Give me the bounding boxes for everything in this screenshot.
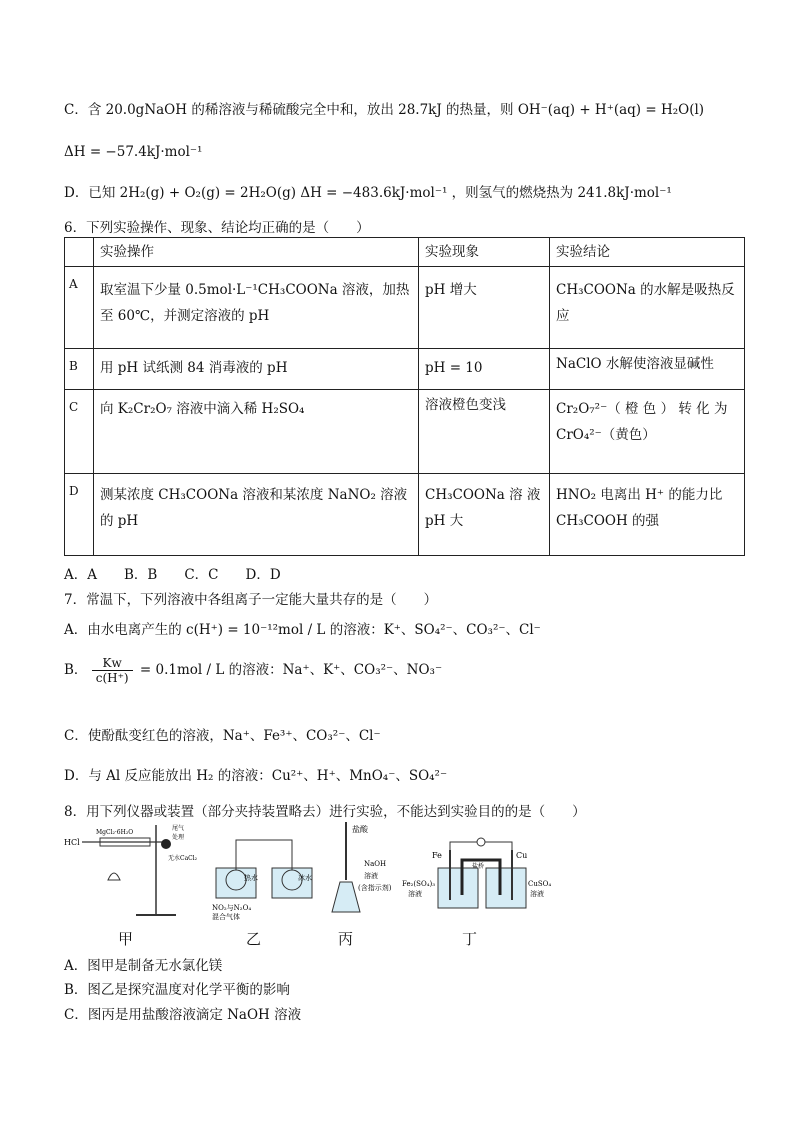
row-conclusion: NaClO 水解使溶液显碱性	[550, 349, 745, 390]
fig-text: NaOH	[364, 860, 387, 868]
q7-stem: 7．常温下，下列溶液中各组离子一定能大量共存的是（ ）	[64, 592, 438, 608]
fig-text: 冰水	[298, 874, 312, 882]
row-phenomenon: CH₃COONa 溶 液 pH 大	[419, 474, 550, 556]
fig-text: NO₂与N₂O₄	[212, 904, 252, 912]
figure-yi-apparatus	[210, 820, 320, 920]
q5-option-c	[64, 98, 704, 118]
row-label: A	[65, 267, 94, 349]
fig-text: CuSO₄	[528, 880, 552, 888]
fig-text: Cu	[516, 851, 528, 860]
fig-text: 混合气体	[212, 913, 240, 920]
row-operation: 向 K₂Cr₂O₇ 溶液中滴入稀 H₂SO₄	[94, 390, 419, 474]
fig-text: MgCl₂·6H₂O	[96, 829, 134, 836]
figure-label-jia: 甲	[118, 930, 134, 948]
q5-option-d-equation: 2H₂(g) + O₂(g) = 2H₂O(g) ΔH = −483.6kJ·mol⁻¹	[119, 185, 448, 201]
q8-stem: 8．用下列仪器或装置（部分夹持装置略去）进行实验，不能达到实验目的的是（ ）	[64, 804, 586, 820]
fig-text: (含指示剂)	[358, 884, 392, 892]
q7-option-c: C．使酚酞变红色的溶液，Na⁺、Fe³⁺、CO₃²⁻、Cl⁻	[64, 728, 381, 744]
row-conclusion: CH₃COONa 的水解是吸热反应	[550, 267, 745, 349]
fig-text: 处理	[172, 834, 185, 841]
table-row	[65, 267, 745, 349]
row-label: C	[65, 390, 94, 474]
table-row	[65, 349, 745, 390]
figure-label-ding: 丁	[462, 930, 478, 948]
fig-text: 热水	[244, 874, 258, 882]
q8-option-b: B．图乙是探究温度对化学平衡的影响	[64, 982, 290, 998]
fraction-numerator: Kw	[92, 656, 133, 671]
row-label: D	[65, 474, 94, 556]
fig-text: 盐桥	[472, 863, 485, 870]
row-phenomenon: pH = 10	[419, 349, 550, 390]
row-operation: 测某浓度 CH₃COONa 溶液和某浓度 NaNO₂ 溶液的 pH	[94, 474, 419, 556]
table-row	[65, 390, 745, 474]
fig-text: Fe	[432, 851, 442, 860]
q8-option-a: A．图甲是制备无水氯化镁	[64, 958, 223, 974]
q7-option-b-rest: = 0.1mol / L 的溶液：Na⁺、K⁺、CO₃²⁻、NO₃⁻	[139, 662, 443, 678]
q6-table	[64, 237, 745, 556]
fig-text: 无水CaCl₂	[168, 855, 198, 862]
q5-option-c-text: C．含 20.0gNaOH 的稀溶液与稀硫酸完全中和，放出 28.7kJ 的热量，则	[64, 102, 514, 118]
fig-text: HCl	[64, 838, 80, 847]
q5-option-d	[64, 181, 672, 201]
row-phenomenon: pH 增大	[419, 267, 550, 349]
figure-label-bing: 丙	[338, 930, 354, 948]
q7-option-d: D．与 Al 反应能放出 H₂ 的溶液：Cu²⁺、H⁺、MnO₄⁻、SO₄²⁻	[64, 768, 448, 784]
q7-option-b-prefix: B．	[64, 662, 88, 678]
row-conclusion: Cr₂O₇²⁻（ 橙 色 ） 转 化 为 CrO₄²⁻（黄色）	[550, 390, 745, 474]
q6-answers: A．A B．B C．C D．D	[64, 567, 281, 583]
fig-text: Fe₂(SO₄)₃	[402, 880, 436, 888]
q7-option-b	[64, 656, 442, 685]
fig-text: 盐酸	[352, 825, 368, 834]
row-conclusion: HNO₂ 电离出 H⁺ 的能力比 CH₃COOH 的强	[550, 474, 745, 556]
kw-fraction	[92, 656, 133, 685]
header-operation: 实验操作	[94, 238, 419, 267]
q6-stem: 6．下列实验操作、现象、结论均正确的是（ ）	[64, 220, 370, 236]
header-phenomenon: 实验现象	[419, 238, 550, 267]
q5-option-d-prefix: D．已知	[64, 185, 116, 201]
header-conclusion: 实验结论	[550, 238, 745, 267]
fraction-denominator: c(H⁺)	[95, 671, 129, 685]
q8-option-c: C．图丙是用盐酸溶液滴定 NaOH 溶液	[64, 1007, 302, 1023]
q5-option-c-dh: ΔH = −57.4kJ·mol⁻¹	[64, 144, 203, 160]
figure-jia-apparatus	[64, 820, 204, 920]
fig-text: 尾气	[172, 825, 185, 832]
row-operation: 用 pH 试纸测 84 消毒液的 pH	[94, 349, 419, 390]
fig-text: 溶液	[364, 872, 378, 880]
fig-text: 溶液	[408, 890, 422, 898]
q5-option-c-equation: OH⁻(aq) + H⁺(aq) = H₂O(l)	[517, 102, 705, 118]
row-phenomenon: 溶液橙色变浅	[419, 390, 550, 474]
row-label: B	[65, 349, 94, 390]
figure-ding-apparatus	[400, 820, 560, 920]
q5-option-d-suffix: ，则氢气的燃烧热为 241.8kJ·mol⁻¹	[451, 185, 672, 201]
fig-text: 溶液	[530, 890, 544, 898]
figure-label-yi: 乙	[246, 930, 262, 948]
figure-bing-apparatus	[316, 820, 412, 920]
table-row	[65, 474, 745, 556]
row-operation: 取室温下少量 0.5mol·L⁻¹CH₃COONa 溶液，加热至 60℃，并测定溶液的 pH	[94, 267, 419, 349]
table-header-row	[65, 238, 745, 267]
q7-option-a: A．由水电离产生的 c(H⁺) = 10⁻¹²mol / L 的溶液：K⁺、SO₄²⁻、CO₃²⁻、Cl⁻	[64, 622, 541, 638]
